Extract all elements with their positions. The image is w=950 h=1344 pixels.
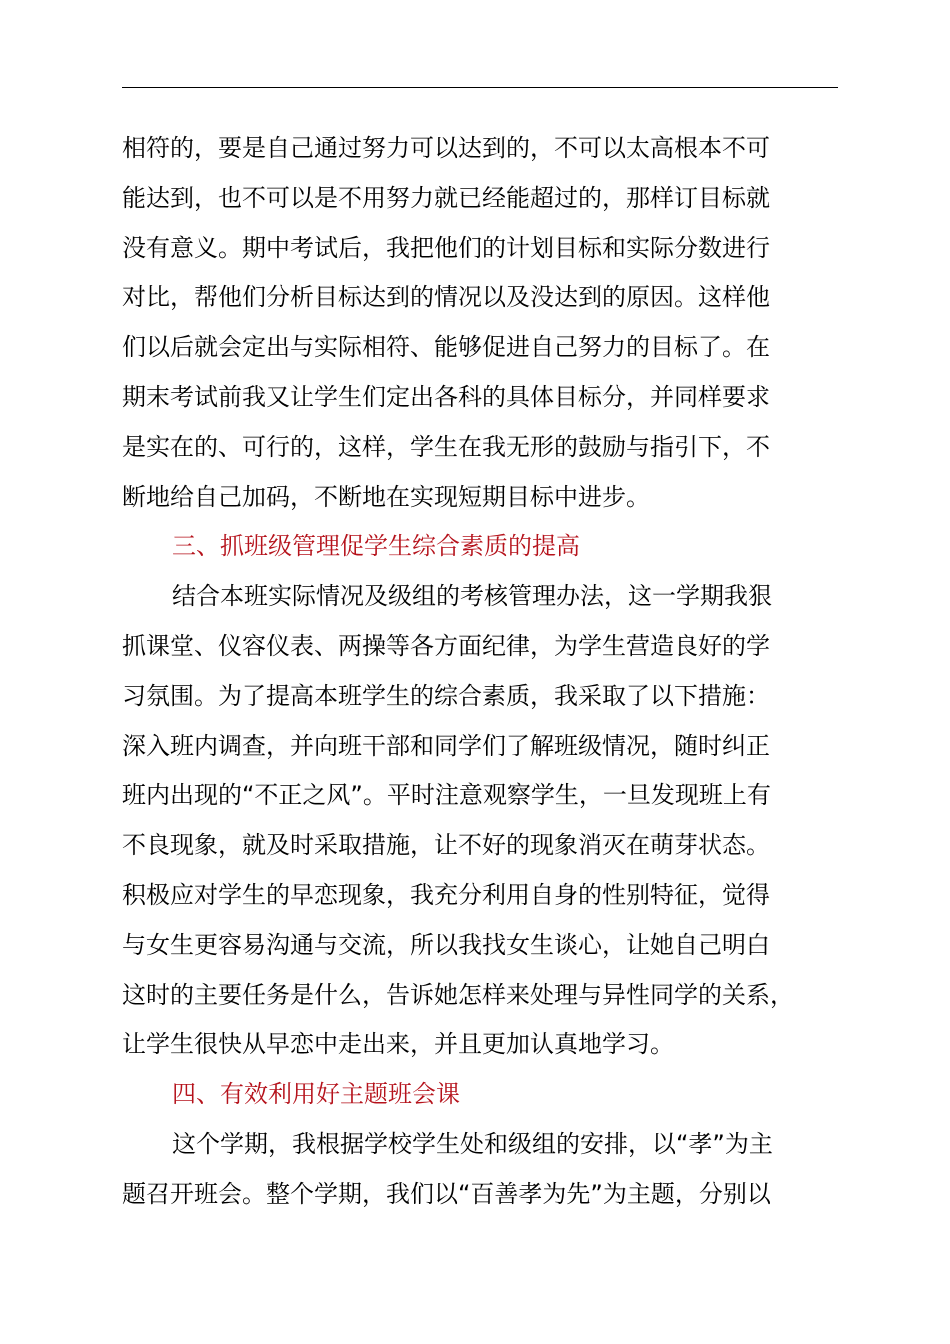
paragraph-line: 们以后就会定出与实际相符、能够促进自己努力的目标了。在 xyxy=(122,333,770,362)
paragraph-line: 题召开班会。整个学期，我们以“百善孝为先”为主题，分别以 xyxy=(122,1179,771,1208)
paragraph-line: 积极应对学生的早恋现象，我充分利用自身的性别特征，觉得 xyxy=(122,880,770,909)
document-body xyxy=(122,124,838,1220)
paragraph-line: 不良现象，就及时采取措施，让不好的现象消灭在萌芽状态。 xyxy=(122,831,770,860)
paragraph-line: 是实在的、可行的，这样，学生在我无形的鼓励与指引下，不 xyxy=(122,432,770,461)
section-heading: 三、抓班级管理促学生综合素质的提高 xyxy=(172,532,580,561)
paragraph-line: 让学生很快从早恋中走出来，并且更加认真地学习。 xyxy=(122,1030,674,1059)
paragraph-line: 没有意义。期中考试后，我把他们的计划目标和实际分数进行 xyxy=(122,233,770,262)
paragraph-line: 与女生更容易沟通与交流，所以我找女生谈心，让她自己明白 xyxy=(122,930,770,959)
paragraph-line: 能达到，也不可以是不用努力就已经能超过的，那样订目标就 xyxy=(122,183,770,212)
paragraph-line: 这个学期，我根据学校学生处和级组的安排，以“孝”为主 xyxy=(172,1129,773,1158)
paragraph-line: 抓课堂、仪容仪表、两操等各方面纪律，为学生营造良好的学 xyxy=(122,631,770,660)
paragraph-line: 结合本班实际情况及级组的考核管理办法，这一学期我狠 xyxy=(172,582,772,611)
paragraph-line: 这时的主要任务是什么，告诉她怎样来处理与异性同学的关系， xyxy=(122,980,794,1009)
header-rule xyxy=(122,87,838,88)
section-heading: 四、有效利用好主题班会课 xyxy=(172,1080,460,1109)
paragraph-line: 习氛围。为了提高本班学生的综合素质，我采取了以下措施： xyxy=(122,681,770,710)
paragraph-line: 班内出现的“不正之风”。平时注意观察学生，一旦发现班上有 xyxy=(122,781,771,810)
paragraph-line: 相符的，要是自己通过努力可以达到的，不可以太高根本不可 xyxy=(122,134,770,162)
paragraph-line: 期末考试前我又让学生们定出各科的具体目标分，并同样要求 xyxy=(122,382,770,411)
paragraph-line: 深入班内调查，并向班干部和同学们了解班级情况，随时纠正 xyxy=(122,731,770,760)
paragraph-line: 对比，帮他们分析目标达到的情况以及没达到的原因。这样他 xyxy=(122,283,770,312)
paragraph-line: 断地给自己加码，不断地在实现短期目标中进步。 xyxy=(122,482,650,511)
